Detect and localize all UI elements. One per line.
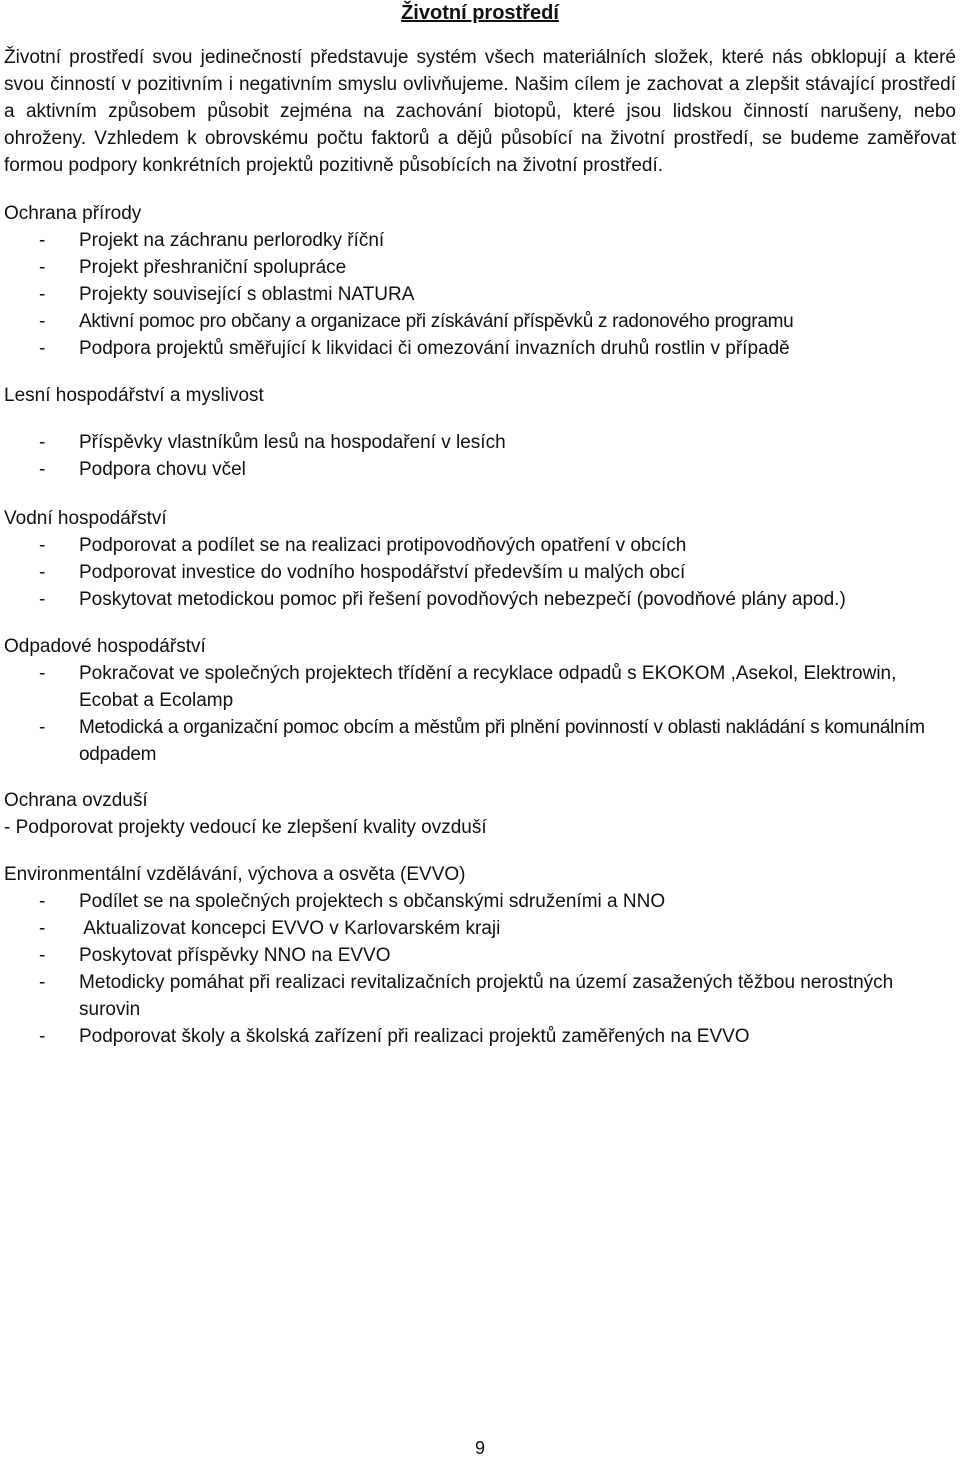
section-odpadove-hospodarstvi	[4, 633, 954, 768]
list-item-text: Poskytovat metodickou pomoc při řešení povodňových nebezpečí (povodňové plány apod.)	[79, 589, 846, 610]
list-item-text: Podporovat a podílet se na realizaci protipovodňových opatření v obcích	[79, 535, 687, 556]
bullet-list	[4, 429, 954, 483]
section-ochrana-ovzdusi	[4, 787, 954, 841]
list-item	[4, 429, 954, 456]
list-item-text: Aktualizovat koncepci EVVO v Karlovarském kraji	[79, 918, 501, 939]
dash-marker: -	[39, 891, 46, 912]
dash-marker: -	[39, 562, 46, 583]
list-item	[4, 586, 954, 613]
dash-marker: -	[39, 945, 46, 966]
dash-marker: -	[39, 230, 46, 251]
dash-marker: -	[39, 663, 46, 684]
dash-marker: -	[39, 717, 46, 738]
list-item	[4, 308, 954, 335]
page-title: Životní prostředí	[401, 2, 559, 24]
dash-marker: -	[39, 535, 46, 556]
list-item-text: Podporovat školy a školská zařízení při realizaci projektů zaměřených na EVVO	[79, 1026, 750, 1047]
list-item	[4, 532, 954, 559]
list-item-text: Aktivní pomoc pro občany a organizace při získávání příspěvků z radonového programu	[79, 311, 794, 332]
list-item-text: Poskytovat příspěvky NNO na EVVO	[79, 945, 391, 966]
page-number: 9	[474, 1438, 485, 1458]
section-lesni-hospodarstvi	[4, 382, 954, 409]
list-item	[4, 714, 954, 768]
section-line: - Podporovat projekty vedoucí ke zlepšení kvality ovzduší	[4, 817, 487, 838]
list-item-text: Metodicky pomáhat při realizaci revitalizačních projektů na území zasažených těžbou nerostných surovin	[79, 972, 894, 1020]
dash-marker: -	[39, 338, 46, 359]
section-vodni-hospodarstvi	[4, 505, 954, 613]
bullet-list	[4, 888, 954, 1050]
section-heading: Odpadové hospodářství	[4, 636, 206, 657]
dash-marker: -	[39, 1026, 46, 1047]
list-item	[4, 888, 954, 915]
list-item	[4, 559, 954, 586]
dash-marker: -	[39, 459, 46, 480]
section-ochrana-prirody	[4, 200, 954, 362]
list-item-text: Metodická a organizační pomoc obcím a městům při plnění povinností v oblasti nakládání s komunálním odpadem	[79, 717, 925, 765]
list-item	[4, 660, 954, 714]
dash-marker: -	[39, 432, 46, 453]
list-item-text: Podporovat investice do vodního hospodářství především u malých obcí	[79, 562, 686, 583]
list-item	[4, 456, 954, 483]
bullet-list	[4, 532, 954, 613]
list-item-text: Projekty související s oblastmi NATURA	[79, 284, 415, 305]
list-item	[4, 227, 954, 254]
dash-marker: -	[39, 918, 46, 939]
intro-paragraph: Životní prostředí svou jedinečností představuje systém všech materiálních složek, které nás obklopují a které svou činností v pozitivním i negativním smyslu ovlivňujeme. Našim cílem je zachovat a zlepšit stávající prostředí a aktivním způsobem působit zejména na zachování biotopů, které jsou lidskou činností narušeny, nebo ohroženy. Vzhledem k obrovskému počtu faktorů a dějů působící na životní prostředí, se budeme zaměřovat formou podpory konkrétních projektů pozitivně působících na životní prostředí.	[4, 47, 956, 176]
list-item-text: Podpora projektů směřující k likvidaci či omezování invazních druhů rostlin v případě	[79, 338, 790, 359]
list-item-text: Příspěvky vlastníkům lesů na hospodaření v lesích	[79, 432, 506, 453]
section-heading: Vodní hospodářství	[4, 508, 167, 529]
dash-marker: -	[39, 589, 46, 610]
dash-marker: -	[39, 257, 46, 278]
list-item-text: Projekt přeshraniční spolupráce	[79, 257, 347, 278]
list-item-text: Pokračovat ve společných projektech třídění a recyklace odpadů s EKOKOM ,Asekol, Elektrowin, Ecobat a Ecolamp	[79, 663, 897, 711]
list-item	[4, 969, 954, 1023]
section-heading: Ochrana ovzduší	[4, 790, 148, 811]
list-item-text: Projekt na záchranu perlorodky říční	[79, 230, 385, 251]
section-evvo	[4, 861, 954, 1050]
list-item	[4, 915, 954, 942]
bullet-list	[4, 227, 954, 362]
bullet-list	[4, 660, 954, 768]
list-item	[4, 335, 954, 362]
list-item-text: Podílet se na společných projektech s občanskými sdruženími a NNO	[79, 891, 666, 912]
section-heading: Ochrana přírody	[4, 203, 142, 224]
list-item	[4, 942, 954, 969]
list-item	[4, 281, 954, 308]
list-item	[4, 254, 954, 281]
section-heading: Environmentální vzdělávání, výchova a osvěta (EVVO)	[4, 864, 466, 885]
section-lesni-list	[4, 429, 954, 483]
list-item	[4, 1023, 954, 1050]
dash-marker: -	[39, 972, 46, 993]
dash-marker: -	[39, 311, 46, 332]
dash-marker: -	[39, 284, 46, 305]
list-item-text: Podpora chovu včel	[79, 459, 246, 480]
section-heading: Lesní hospodářství a myslivost	[4, 385, 264, 406]
